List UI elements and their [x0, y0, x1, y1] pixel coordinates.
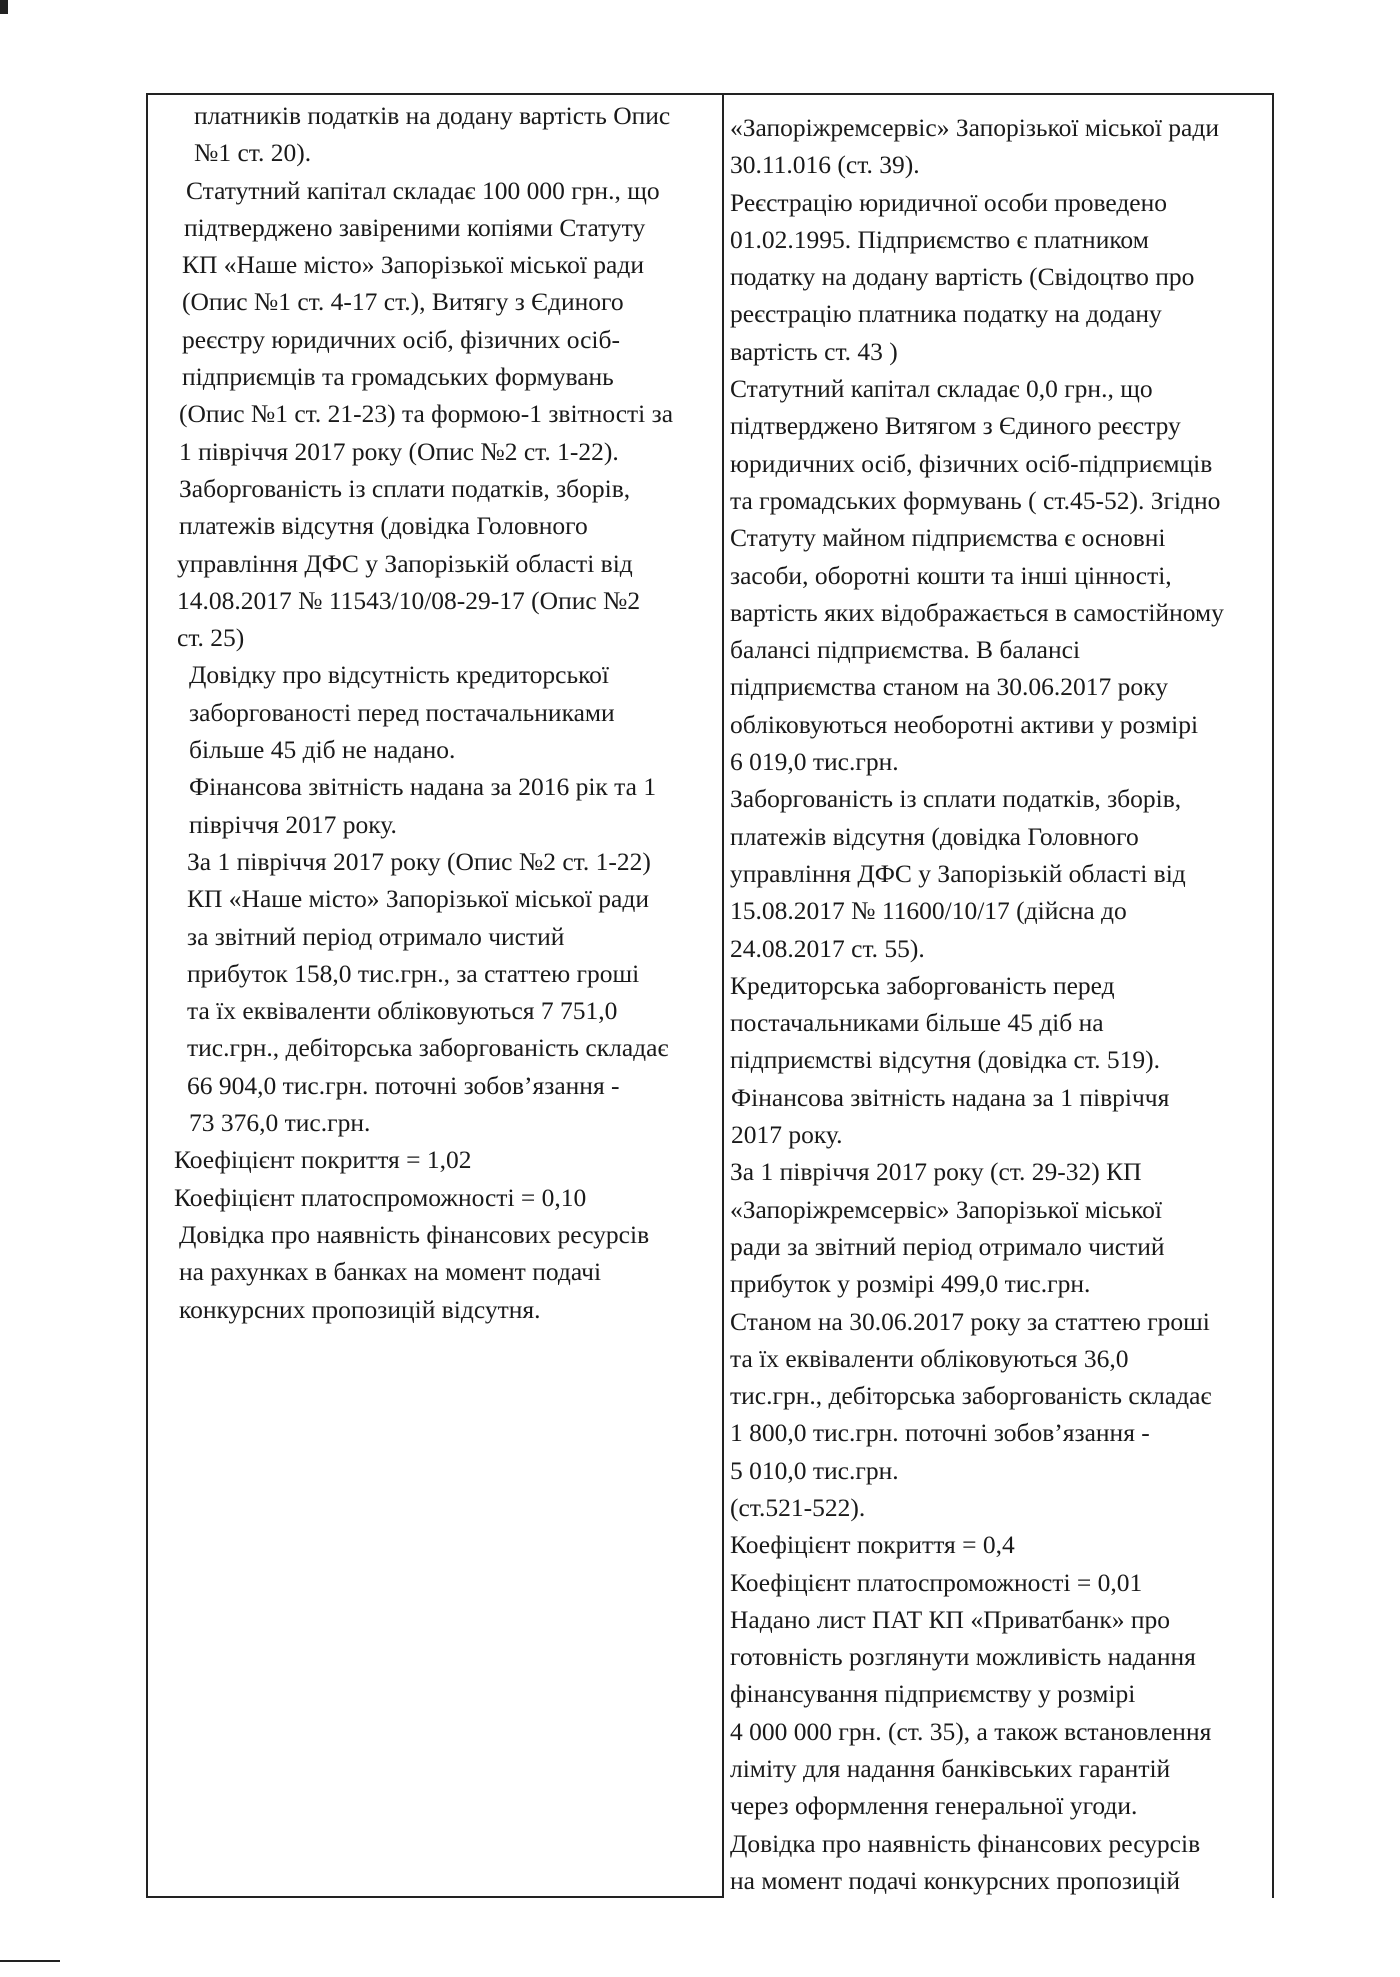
table-border-left: [146, 93, 148, 1898]
text-line: управління ДФС у Запорізькій області від: [730, 858, 1186, 888]
text-line: платників податків на додану вартість Опис: [194, 101, 671, 130]
text-line: фінансування підприємству у розмірі: [730, 1679, 1136, 1709]
text-line: Надано лист ПАТ КП «Приватбанк» про: [730, 1604, 1171, 1634]
text-line: 66 904,0 тис.грн. поточні зобов’язання -: [187, 1070, 620, 1100]
corner-mark-bottom: [0, 1960, 60, 1962]
text-line: Довідка про наявність фінансових ресурсів: [179, 1219, 650, 1249]
text-line: постачальниками більше 45 діб на: [730, 1008, 1104, 1038]
text-line: та їх еквіваленти обліковуються 7 751,0: [187, 996, 618, 1026]
text-line: реєстру юридичних осіб, фізичних осіб-: [182, 324, 620, 354]
text-line: засоби, оборотні кошти та інші цінності,: [730, 560, 1172, 590]
text-line: 73 376,0 тис.грн.: [189, 1108, 371, 1138]
table-border-bottom: [146, 1896, 724, 1898]
text-line: юридичних осіб, фізичних осіб-підприємців: [730, 448, 1213, 478]
text-line: Статутний капітал складає 100 000 грн., що: [186, 175, 660, 205]
text-line: Довідку про відсутність кредиторської: [189, 660, 610, 690]
text-line: 24.08.2017 ст. 55).: [730, 933, 925, 963]
text-line: підприємців та громадських формувань: [182, 362, 614, 392]
text-line: готовність розглянути можливість надання: [730, 1642, 1196, 1672]
text-line: тис.грн., дебіторська заборгованість складає: [187, 1033, 669, 1063]
text-line: ради за звітний період отримало чистий: [730, 1231, 1165, 1261]
text-line: 6 019,0 тис.грн.: [730, 747, 899, 777]
text-line: ст. 25): [177, 623, 245, 653]
text-line: за звітний період отримало чистий: [187, 921, 565, 951]
text-line: 4 000 000 грн. (ст. 35), а також встановлення: [730, 1716, 1212, 1746]
text-line: та їх еквіваленти обліковуються 36,0: [730, 1343, 1129, 1373]
text-line: 1 800,0 тис.грн. поточні зобов’язання -: [730, 1418, 1150, 1448]
text-line: Заборгованість із сплати податків, зборів,: [730, 784, 1182, 814]
text-line: «Запоріжремсервіс» Запорізької міської: [730, 1194, 1162, 1224]
text-line: Фінансова звітність надана за 2016 рік та 1: [189, 772, 657, 802]
text-line: управління ДФС у Запорізькій області від: [177, 548, 633, 578]
text-line: прибуток 158,0 тис.грн., за статтею гроші: [187, 958, 640, 988]
text-line: Коефіцієнт покриття = 1,02: [174, 1145, 472, 1175]
text-line: тис.грн., дебіторська заборгованість складає: [730, 1381, 1212, 1411]
text-line: За 1 півріччя 2017 року (Опис №2 ст. 1-22): [187, 846, 651, 876]
text-line: конкурсних пропозицій відсутня.: [179, 1294, 541, 1324]
text-line: КП «Наше місто» Запорізької міської ради: [187, 884, 649, 914]
text-line: на момент подачі конкурсних пропозицій: [730, 1865, 1180, 1895]
text-line: За 1 півріччя 2017 року (ст. 29-32) КП: [730, 1157, 1142, 1187]
text-line: на рахунках в банках на момент подачі: [179, 1257, 602, 1287]
text-line: підприємства станом на 30.06.2017 року: [730, 672, 1168, 702]
text-line: Фінансова звітність надана за 1 півріччя: [731, 1082, 1170, 1112]
text-line: 1 півріччя 2017 року (Опис №2 ст. 1-22).: [179, 436, 619, 466]
text-line: податку на додану вартість (Свідоцтво про: [730, 262, 1195, 292]
text-line: 01.02.1995. Підприємство є платником: [730, 224, 1149, 254]
text-line: Довідка про наявність фінансових ресурсів: [730, 1828, 1201, 1858]
text-line: реєстрацію платника податку на додану: [730, 299, 1162, 329]
right-column-text: [730, 109, 1400, 1899]
text-line: 15.08.2017 № 11600/10/17 (дійсна до: [730, 896, 1127, 926]
text-line: платежів відсутня (довідка Головного: [730, 821, 1139, 851]
text-line: Коефіцієнт покриття = 0,4: [730, 1530, 1015, 1560]
text-line: підприємстві відсутня (довідка ст. 519).: [730, 1045, 1160, 1075]
text-line: 30.11.016 (ст. 39).: [730, 150, 920, 180]
text-line: КП «Наше місто» Запорізької міської ради: [182, 250, 644, 280]
text-line: Кредиторська заборгованість перед: [730, 970, 1115, 1000]
text-line: Заборгованість із сплати податків, зборів,: [179, 473, 631, 503]
text-line: Станом на 30.06.2017 року за статтею гроші: [730, 1306, 1210, 1336]
text-line: більше 45 діб не надано.: [189, 735, 456, 765]
text-line: підтверджено завіреними копіями Статуту: [184, 212, 646, 242]
text-line: №1 ст. 20).: [194, 138, 312, 168]
text-line: півріччя 2017 року.: [189, 809, 397, 839]
text-line: «Запоріжремсервіс» Запорізької міської ради: [730, 113, 1219, 142]
text-line: підтверджено Витягом з Єдиного реєстру: [730, 411, 1181, 441]
corner-mark-top: [0, 0, 8, 14]
text-line: 14.08.2017 № 11543/10/08-29-17 (Опис №2: [177, 585, 641, 615]
text-line: ліміту для надання банківських гарантій: [730, 1754, 1171, 1784]
text-line: Статуту майном підприємства є основні: [730, 523, 1166, 553]
right-column: [730, 93, 1400, 1899]
text-line: 5 010,0 тис.грн.: [730, 1455, 899, 1485]
text-line: через оформлення генеральної угоди.: [730, 1791, 1138, 1821]
text-line: Реєстрацію юридичної особи проведено: [730, 187, 1168, 217]
document-table: [146, 93, 1274, 1898]
text-line: Статутний капітал складає 0,0 грн., що: [730, 374, 1153, 404]
text-line: вартість яких відображається в самостійному: [730, 597, 1224, 627]
text-line: 2017 року.: [731, 1120, 843, 1150]
text-line: прибуток у розмірі 499,0 тис.грн.: [730, 1269, 1091, 1299]
text-line: (ст.521-522).: [730, 1492, 866, 1522]
text-line: Коефіцієнт платоспроможності = 0,10: [174, 1182, 587, 1212]
text-line: платежів відсутня (довідка Головного: [179, 511, 588, 541]
text-line: та громадських формувань ( ст.45-52). Згідно: [730, 485, 1221, 515]
text-line: балансі підприємства. В балансі: [730, 635, 1081, 665]
text-line: (Опис №1 ст. 21-23) та формою-1 звітності за: [179, 399, 674, 429]
text-line: вартість ст. 43 ): [730, 336, 898, 366]
text-line: (Опис №1 ст. 4-17 ст.), Витягу з Єдиного: [182, 287, 624, 317]
text-line: Коефіцієнт платоспроможності = 0,01: [730, 1567, 1143, 1597]
text-line: заборгованості перед постачальниками: [189, 697, 615, 727]
text-line: обліковуються необоротні активи у розмірі: [730, 709, 1199, 739]
